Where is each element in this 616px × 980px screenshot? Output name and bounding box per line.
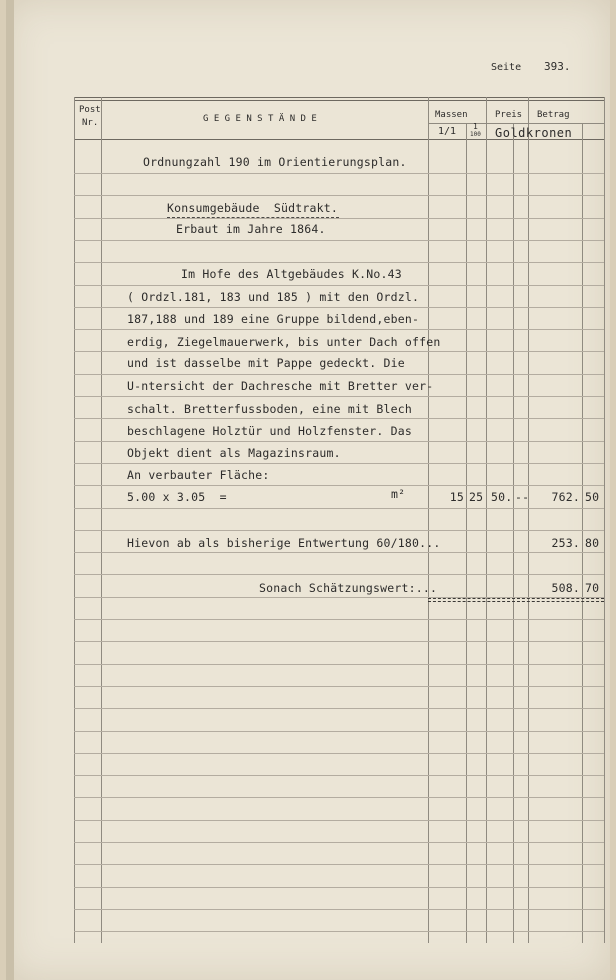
ruled-line — [74, 463, 604, 464]
page-label: Seite — [491, 62, 522, 73]
table-top-rule-2 — [74, 100, 604, 101]
ruled-line — [74, 396, 604, 397]
ruled-line — [74, 753, 604, 754]
ruled-line — [74, 329, 604, 330]
ruled-line — [74, 485, 604, 486]
ruled-line — [74, 731, 604, 732]
result-frac: 70 — [585, 581, 600, 595]
ruled-line — [74, 441, 604, 442]
col-mass-1-1: 1/1 — [438, 126, 457, 137]
ruled-line — [74, 530, 604, 531]
ruled-line — [74, 708, 604, 709]
ruled-line — [74, 285, 604, 286]
col-mass-1-100-den: 100 — [470, 131, 481, 138]
desc-line-4: erdig, Ziegelmauerwerk, bis unter Dach offen — [127, 335, 441, 349]
area-frac: 25 — [469, 490, 484, 504]
ruled-line — [74, 641, 604, 642]
ruled-line — [74, 195, 604, 196]
line-ordnungszahl: Ordnungzahl 190 im Orientierungsplan. — [143, 155, 407, 169]
header-sub-rule — [428, 123, 604, 124]
col-line-right — [604, 97, 605, 943]
desc-line-7: schalt. Bretterfussboden, eine mit Blech — [127, 402, 412, 416]
ruled-line — [74, 842, 604, 843]
amount1-int: 762. — [551, 490, 580, 504]
line-building: Konsumgebäude Südtrakt. — [167, 201, 338, 215]
ruled-line — [74, 418, 604, 419]
area-calc: 5.00 x 3.05 = — [127, 490, 227, 504]
area-label: An verbauter Fläche: — [127, 468, 270, 482]
line-built: Erbaut im Jahre 1864. — [176, 222, 326, 236]
ruled-line — [74, 307, 604, 308]
ruled-line — [74, 775, 604, 776]
ruled-line — [74, 552, 604, 553]
col-line-masses — [486, 97, 487, 943]
ruled-line — [74, 619, 604, 620]
ruled-line — [74, 508, 604, 509]
ruled-line — [74, 574, 604, 575]
ruled-line — [74, 909, 604, 910]
ledger-page — [6, 0, 610, 980]
desc-line-1: Im Hofe des Altgebäudes K.No.43 — [181, 267, 402, 281]
price-frac: -- — [515, 490, 530, 504]
result-int: 508. — [551, 581, 580, 595]
deduct-int: 253. — [551, 536, 580, 550]
desc-line-5: und ist dasselbe mit Pappe gedeckt. Die — [127, 356, 405, 370]
building-underline — [167, 217, 339, 219]
ruled-line — [74, 797, 604, 798]
desc-line-2: ( Ordzl.181, 183 und 185 ) mit den Ordzl. — [127, 290, 420, 304]
col-items: G E G E N S T Ä N D E — [203, 114, 317, 124]
col-line-post — [101, 97, 102, 943]
price-int: 50. — [491, 490, 513, 504]
page-binding-edge — [6, 0, 14, 980]
desc-line-8: beschlagene Holztür und Holzfenster. Das — [127, 424, 412, 438]
deduct-line: Hievon ab als bisherige Entwertung 60/180... — [127, 536, 441, 550]
col-currency: Goldkronen — [495, 126, 573, 140]
desc-line-3: 187,188 und 189 eine Gruppe bildend,eben- — [127, 312, 420, 326]
area-unit: m² — [391, 487, 406, 501]
desc-line-6: U-ntersicht der Dachresche mit Bretter ver- — [127, 379, 434, 393]
ruled-line — [74, 664, 604, 665]
area-int: 15 — [449, 490, 464, 504]
ruled-line — [74, 218, 604, 219]
ruled-line — [74, 820, 604, 821]
desc-line-9: Objekt dient als Magazinsraum. — [127, 446, 341, 460]
col-line-items — [428, 97, 429, 943]
col-line-price — [528, 97, 529, 943]
ruled-line — [74, 887, 604, 888]
result-line: Sonach Schätzungswert:... — [259, 581, 438, 595]
ruled-line — [74, 240, 604, 241]
ruled-line — [74, 262, 604, 263]
ruled-line — [74, 931, 604, 932]
col-price: Preis — [495, 110, 523, 120]
col-line-left — [74, 97, 75, 943]
ruled-line — [74, 173, 604, 174]
result-underline-2 — [428, 601, 604, 603]
result-underline-1 — [428, 598, 604, 600]
ruled-line — [74, 864, 604, 865]
page-number: 393. — [544, 60, 571, 73]
col-masses: Massen — [435, 110, 468, 120]
deduct-frac: 80 — [585, 536, 600, 550]
col-mass-1-100-num: 1 — [473, 122, 478, 131]
table-top-rule — [74, 97, 604, 98]
ruled-line — [74, 351, 604, 352]
ruled-line — [74, 374, 604, 375]
col-post-nr: Nr. — [82, 118, 99, 128]
amount1-frac: 50 — [585, 490, 600, 504]
ruled-line — [74, 686, 604, 687]
col-post: Post — [79, 105, 101, 115]
col-amount: Betrag — [537, 110, 570, 120]
